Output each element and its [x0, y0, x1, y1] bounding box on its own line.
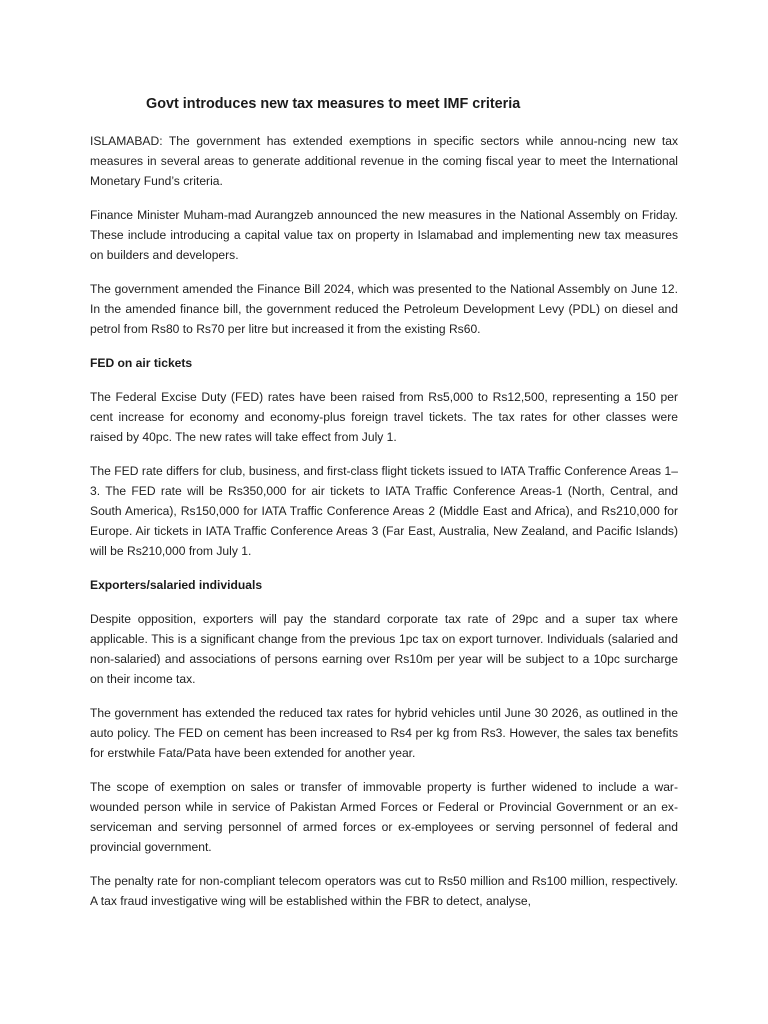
paragraph-telecom-penalty: The penalty rate for non-compliant telecom operators was cut to Rs50 million and Rs100 million, respectively. A tax fraud investigative wing will be established within the FBR to detect, analyse,: [90, 874, 678, 908]
paragraph-fed-rates: The Federal Excise Duty (FED) rates have been raised from Rs5,000 to Rs12,500, representing a 150 per cent increase for economy and economy-plus foreign travel tickets. The tax rates for other classes were raised by 40pc. The new rates will take effect from July 1.: [90, 390, 678, 444]
paragraph-hybrid-vehicles: The government has extended the reduced tax rates for hybrid vehicles until June 30 2026, as outlined in the auto policy. The FED on cement has been increased to Rs4 per kg from Rs3. However, the sales tax benefits for erstwhile Fata/Pata have been extended for another year.: [90, 706, 678, 760]
paragraph-exporters: Despite opposition, exporters will pay the standard corporate tax rate of 29pc and a super tax where applicable. This is a significant change from the previous 1pc tax on export turnover. Individuals (salaried and non-salaried) and associations of persons earning over Rs10m per year will be subject to a 10pc surcharge on their income tax.: [90, 612, 678, 686]
paragraph-finance-bill: The government amended the Finance Bill 2024, which was presented to the National Assembly on June 12. In the amended finance bill, the government reduced the Petroleum Development Levy (PDL) on diesel and petrol from Rs80 to Rs70 per litre but increased it from the existing Rs60.: [90, 282, 678, 336]
section-heading-fed: FED on air tickets: [90, 356, 193, 370]
article-title: Govt introduces new tax measures to meet IMF criteria: [146, 96, 521, 112]
paragraph-intro: ISLAMABAD: The government has extended exemptions in specific sectors while annou-ncing new tax measures in several areas to generate additional revenue in the coming fiscal year to meet the International Monetary Fund’s criteria.: [90, 134, 678, 188]
article-body: [90, 131, 678, 925]
section-heading-exporters: Exporters/salaried individuals: [90, 578, 263, 592]
paragraph-immovable-property: The scope of exemption on sales or transfer of immovable property is further widened to include a war-wounded person while in service of Pakistan Armed Forces or Federal or Provincial Government or an ex-serviceman and serving personnel of armed forces or ex-employees or serving personnel of federal and provincial government.: [90, 780, 678, 854]
paragraph-fed-iata: The FED rate differs for club, business, and first-class flight tickets issued to IATA Traffic Conference Areas 1–3. The FED rate will be Rs350,000 for air tickets to IATA Traffic Conference Areas-1 (North, Central, and South America), Rs150,000 for IATA Traffic Conference Areas 2 (Middle East and Africa), and Rs210,000 for Europe. Air tickets in IATA Traffic Conference Areas 3 (Far East, Australia, New Zealand, and Pacific Islands) will be Rs210,000 from July 1.: [90, 464, 678, 558]
paragraph-finance-minister: Finance Minister Muham-mad Aurangzeb announced the new measures in the National Assembly on Friday. These include introducing a capital value tax on property in Islamabad and implementing new tax measures on builders and developers.: [90, 208, 678, 262]
